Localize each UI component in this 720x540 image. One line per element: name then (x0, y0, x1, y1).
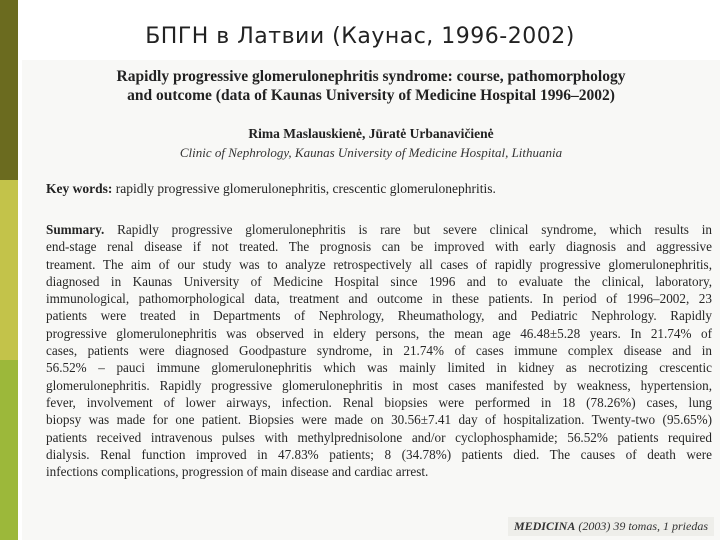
summary-line-text: Rapidly progressive glomerulonephritis is rare but severe clinical syndrome, which results in (117, 222, 712, 237)
scanned-abstract (22, 60, 720, 540)
summary-line: treament. The aim of our study was to analyze retrospectively all cases of rapidly progressive glomerulonephritis, (46, 256, 712, 272)
journal-name: MEDICINA (513, 519, 576, 533)
summary-line: glomerulonephritis. Rapidly progressive glomerulonephritis in most cases manifested by weakness, hypertension, (46, 377, 712, 393)
summary (46, 221, 712, 480)
summary-line: biopsy was made for one patient. Biopsies were made on 30.56±7.41 day of hospitalization. Twenty-two (95.65%) (46, 412, 712, 428)
slide-title: БПГН в Латвии (Каунас, 1996-2002) (145, 24, 575, 49)
decor-bar-bottom (0, 360, 18, 540)
journal-citation (508, 517, 714, 536)
paper-title-line-1: Rapidly progressive glomerulonephritis syndrome: course, pathomorphology (116, 68, 626, 85)
paper-title-line-2: and outcome (data of Kaunas University of Medicine Hospital 1996–2002) (127, 87, 615, 104)
summary-line: progressive glomerulonephritis was observed in eldery persons, the mean age 46.48±5.28 years. In 21.74% of (46, 325, 712, 341)
summary-line (46, 221, 712, 238)
journal-issue: (2003) 39 tomas, 1 priedas (575, 519, 708, 533)
summary-line: end-stage renal disease if not treated. The prognosis can be improved with early diagnosis and aggressive (46, 239, 712, 255)
authors: Rima Maslauskienė, Jūratė Urbanavičienė (248, 126, 494, 141)
keywords-text: rapidly progressive glomerulonephritis, crescentic glomerulonephritis. (115, 181, 496, 196)
keywords (46, 181, 706, 197)
summary-line: patients received intravenous pulses with methylprednisolone and/or cyclophosphamide; 56.52% patients required (46, 429, 712, 445)
summary-line: fever, involvement of lower airways, infection. Renal biopsies were performed in 18 (78.26%) cases, lung (46, 394, 712, 410)
summary-line: cases, patients were diagnosed Goodpasture syndrome, in 21.74% of cases immune complex disease and in (46, 343, 712, 359)
decor-bar-middle (0, 180, 18, 360)
summary-line: infections complications, progression of main disease and cardiac arrest. (46, 464, 429, 480)
paper-title (22, 67, 720, 105)
summary-line: patients were treated in Departments of Nephrology, Rheumathology, and Pediatric Nephrology. Rapidly (46, 308, 712, 324)
keywords-label: Key words: (46, 181, 113, 196)
summary-line: dialysis. Renal function improved in 47.83% patients; 8 (34.78%) patients died. The causes of death were (46, 446, 712, 462)
summary-line: 56.52% – pauci immune glomerulonephritis which was mainly limited in kidney as necrotizing crescentic (46, 360, 712, 376)
summary-label: Summary. (46, 222, 105, 237)
summary-line: diagnosed in Kaunas University of Medicine Hospital since 1996 and to evaluate the clinical, laboratory, (46, 273, 712, 289)
summary-line: immunological, pathomorphological data, treatment and outcome in these patients. In period of 1996–2002, 23 (46, 291, 712, 307)
affiliation: Clinic of Nephrology, Kaunas University of Medicine Hospital, Lithuania (179, 145, 563, 160)
